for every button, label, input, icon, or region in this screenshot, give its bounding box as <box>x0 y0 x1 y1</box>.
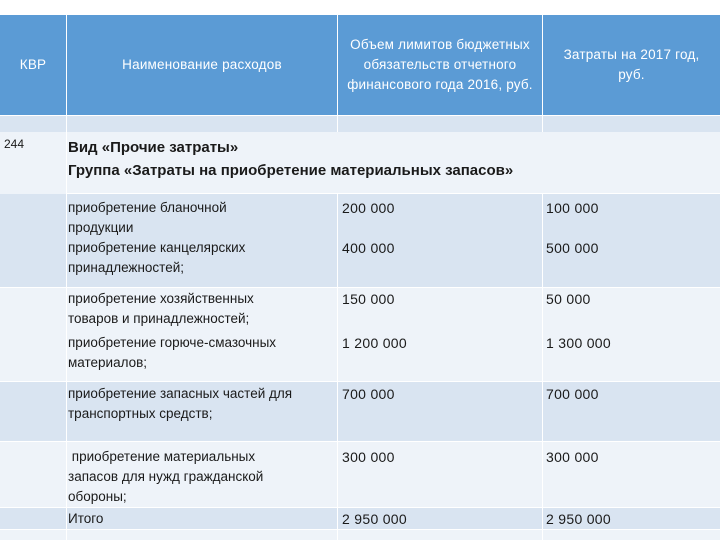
row-limits: 700 000 <box>342 386 395 402</box>
grid-line <box>66 193 720 194</box>
row-costs: 50 000 <box>546 291 591 307</box>
row-name: приобретение канцелярских принадлежностей; <box>68 240 246 275</box>
row-limits: 150 000 <box>342 291 395 307</box>
row-costs: 1 300 000 <box>546 335 611 351</box>
grid-line <box>0 381 720 382</box>
grid-line <box>542 194 543 540</box>
row-name: приобретение материальных запасов для нужд гражданской обороны; <box>68 449 268 504</box>
header-kvr-cell <box>0 15 66 115</box>
row-band-6 <box>0 530 720 540</box>
header-costs: Затраты на 2017 год, руб. <box>563 47 700 82</box>
total-label: Итого <box>68 511 104 526</box>
header-name: Наименование расходов <box>122 57 282 72</box>
grid-line <box>542 116 543 132</box>
row-limits: 1 200 000 <box>342 335 407 351</box>
row-costs: 700 000 <box>546 386 599 402</box>
row-name: приобретение запасных частей для транспортных средств; <box>68 386 293 421</box>
group-type-line: Вид «Прочие затраты» <box>68 139 239 156</box>
row-name: приобретение горюче-смазочных материалов; <box>68 335 277 370</box>
row-limits: 400 000 <box>342 240 395 256</box>
row-costs: 500 000 <box>546 240 599 256</box>
grid-line <box>337 116 338 132</box>
row-name: приобретение хозяйственных товаров и принадлежностей; <box>68 291 254 326</box>
total-limits: 2 950 000 <box>342 511 407 527</box>
header-kvr: КВР <box>19 57 47 72</box>
header-limits-cell <box>338 15 542 115</box>
total-costs: 2 950 000 <box>546 511 611 527</box>
grid-line <box>0 287 720 288</box>
row-name: приобретение бланочной продукции <box>68 200 227 235</box>
row-costs: 300 000 <box>546 449 599 465</box>
grid-line <box>0 507 720 508</box>
grid-line <box>337 194 338 540</box>
grid-line <box>0 115 720 116</box>
header-limits: Объем лимитов бюджетных обязательств отчетного финансового года 2016, руб. <box>347 37 533 92</box>
header-costs-cell <box>543 15 720 115</box>
kvr-code: 244 <box>4 137 25 151</box>
row-limits: 300 000 <box>342 449 395 465</box>
grid-line <box>0 441 720 442</box>
row-costs: 100 000 <box>546 200 599 216</box>
header-name-cell <box>67 15 337 115</box>
group-title <box>68 136 708 182</box>
row-limits: 200 000 <box>342 200 395 216</box>
grid-line <box>66 116 67 540</box>
grid-line <box>0 529 720 530</box>
group-band <box>0 116 720 132</box>
group-name-line: Группа «Затраты на приобретение материальных запасов» <box>68 162 514 179</box>
